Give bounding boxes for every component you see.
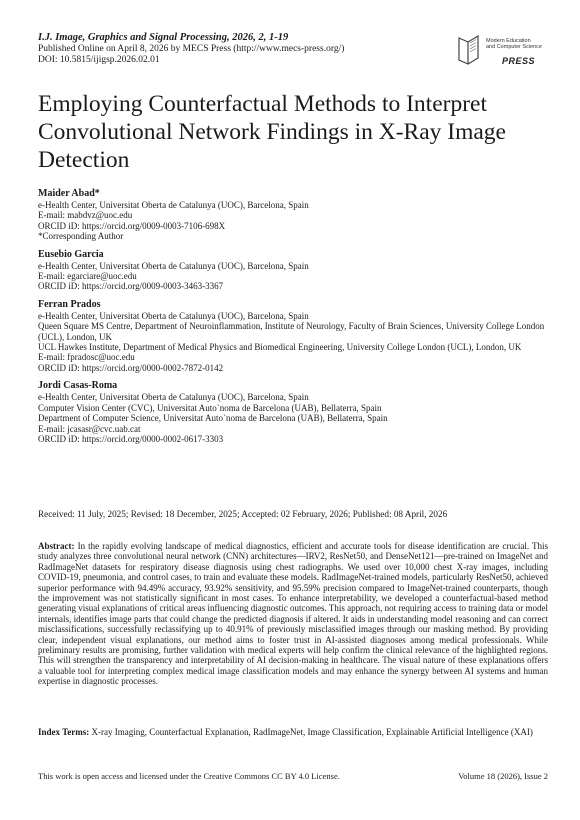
volume-issue: Volume 18 (2026), Issue 2 <box>458 771 548 781</box>
mecs-press-logo <box>456 30 548 70</box>
index-terms-text: X-ray Imaging, Counterfactual Explanation, RadImageNet, Image Classification, Explainable Artificial Intelligence (XAI) <box>89 727 533 737</box>
orcid-line[interactable]: ORCID iD: https://orcid.org/0000-0002-0617-3303 <box>38 433 224 444</box>
author-block <box>38 380 558 444</box>
affiliation-line: Queen Square MS Centre, Department of Neuroinflammation, Institute of Neurology, Faculty of Brain Sciences, University College London (UCL), London, UK <box>38 321 545 342</box>
orcid-line[interactable]: ORCID iD: https://orcid.org/0009-0003-3463-3367 <box>38 281 224 292</box>
logo-line-2: and Computer Science <box>486 44 542 51</box>
email-line[interactable]: E-mail: egarciare@uoc.edu <box>38 271 137 282</box>
abstract <box>38 541 548 687</box>
license-note: This work is open access and licensed under the Creative Commons CC BY 4.0 License. <box>38 771 340 781</box>
affiliation-line: e-Health Center, Universitat Oberta de Catalunya (UOC), Barcelona, Spain <box>38 200 309 210</box>
doi-line: DOI: 10.5815/ijigsp.2026.02.01 <box>38 55 160 65</box>
author-block <box>38 249 558 292</box>
received-dates: Received: 11 July, 2025; Revised: 18 December, 2025; Accepted: 02 February, 2026; Published: 08 April, 2026 <box>38 509 448 519</box>
author-block <box>38 188 558 242</box>
email-line[interactable]: E-mail: fpradosc@uoc.edu <box>38 352 135 363</box>
logo-line-1: Modern Education <box>486 38 531 44</box>
logo-press: PRESS <box>502 56 536 66</box>
index-terms-label: Index Terms: <box>38 727 90 737</box>
published-line: Published Online on April 8, 2026 by MECS Press (http://www.mecs-press.org/) <box>38 44 345 54</box>
email-line[interactable]: E-mail: mabdvz@uoc.edu <box>38 210 133 221</box>
author-list <box>38 188 558 451</box>
affiliation-line: UCL Hawkes Institute, Department of Medical Physics and Biomedical Engineering, University College London (UCL), London, UK <box>38 342 522 353</box>
affiliation-line: e-Health Center, Universitat Oberta de Catalunya (UOC), Barcelona, Spain <box>38 310 309 321</box>
affiliation-line: Computer Vision Center (CVC), Universitat Auto`noma de Barcelona (UAB), Bellaterra, Spain <box>38 402 382 413</box>
orcid-line[interactable]: ORCID iD: https://orcid.org/0009-0003-7106-698X <box>38 220 226 231</box>
author-name: Maider Abad* <box>38 188 100 199</box>
email-line[interactable]: E-mail: jcasasr@cvc.uab.cat <box>38 423 141 434</box>
book-logo-icon <box>456 34 484 66</box>
affiliation-line: e-Health Center, Universitat Oberta de Catalunya (UOC), Barcelona, Spain <box>38 392 309 403</box>
abstract-text: In the rapidly evolving landscape of medical diagnostics, efficient and accurate tools for disease identification are crucial. This study analyzes three convolutional neural network (CNN) architectures—IRV2, ResNet50, and DenseNet121—pre-trained on ImageNet and RadImageNet datasets for respiratory disease diagnosis using chest radiographs. We used over 10,000 chest X-ray images, including COVID-19, pneumonia, and control cases, to train and evaluate these models. RadImageNet-trained models, particularly ResNet50, achieved superior performance with 94.49% accuracy, 93.92% sensitivity, and 95.59% precision compared to ImageNet-trained counterparts, though the improvement was not statistically significant in most cases. To enhance interpretability, we developed a counterfactual-based method generating visual explanations of critical areas influencing diagnostic outcomes. This approach, not requiring access to training data or model internals, identifies image parts that could change the predicted diagnosis if altered. It aids in understanding model reasoning and can correct misclassifications, successfully reclassifying up to 40.91% of previously misclassified images through our masking method. By providing clear, independent visual explanations, our method aims to foster trust in AI-assisted diagnoses among medical professionals. While preliminary results are promising, further validation with medical experts will help confirm the clinical relevance of the highlighted regions. This will strengthen the transparency and interpretability of AI decision-making in healthcare. The visual nature of these explanations offers a valuable tool for interpreting complex medical image classification models and may enhance the synergy between AI systems and human expertise in diagnostic processes. <box>38 541 548 687</box>
author-name: Jordi Casas-Roma <box>38 380 118 392</box>
index-terms <box>38 727 548 737</box>
paper-title: Employing Counterfactual Methods to Interpret Convolutional Network Findings in X-Ray Image Detection <box>38 91 506 173</box>
author-name: Eusebio Garcia <box>38 248 104 260</box>
journal-title: I.J. Image, Graphics and Signal Processing, 2026, 2, 1-19 <box>38 32 289 43</box>
author-block <box>38 299 558 373</box>
abstract-label: Abstract: <box>38 541 75 551</box>
affiliation-line: e-Health Center, Universitat Oberta de Catalunya (UOC), Barcelona, Spain <box>38 260 309 271</box>
affiliation-line: Department of Computer Science, Universitat Auto`noma de Barcelona (UAB), Bellaterra, Spain <box>38 413 388 424</box>
corresponding-note: *Corresponding Author <box>38 231 124 242</box>
author-name: Ferran Prados <box>38 298 101 310</box>
orcid-line[interactable]: ORCID iD: https://orcid.org/0000-0002-7872-0142 <box>38 362 224 373</box>
journal-header <box>38 32 458 66</box>
